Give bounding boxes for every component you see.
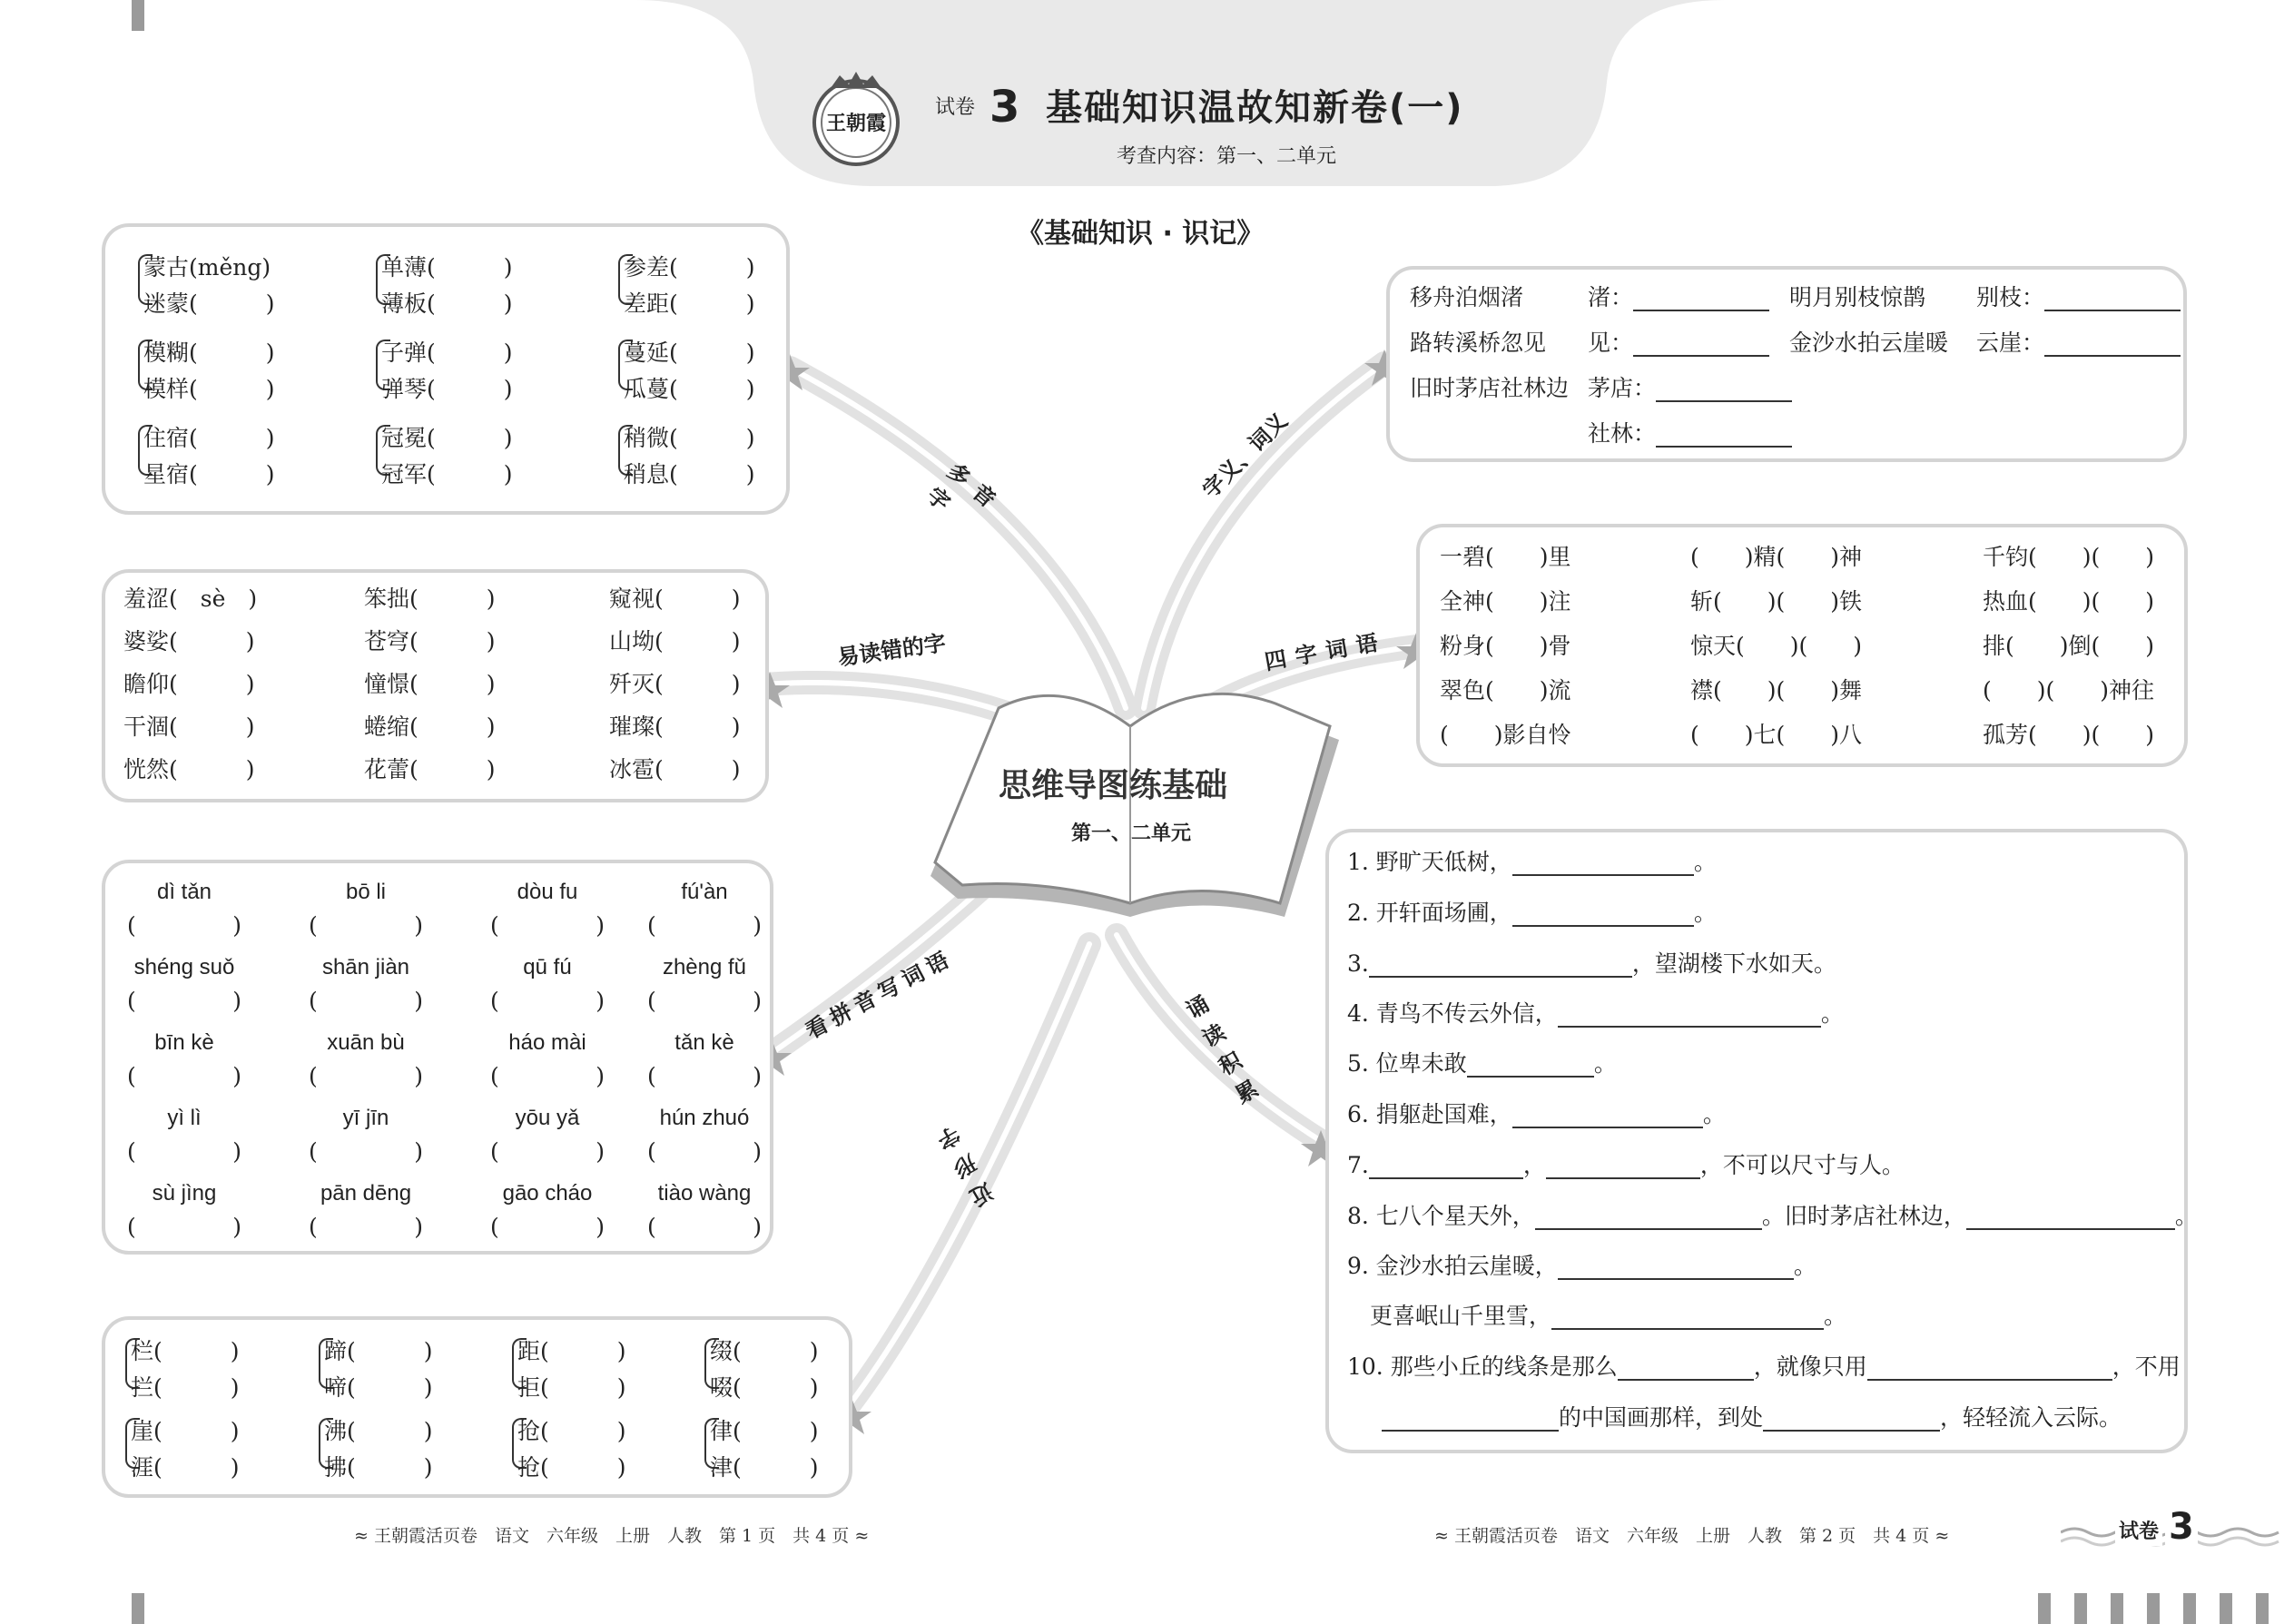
corner-label: 试卷 (2115, 1519, 2162, 1546)
answer-parens[interactable]: ( ) (490, 1138, 605, 1165)
jinxing-item[interactable]: 崖( ) (131, 1418, 240, 1444)
duoyinzi-item[interactable]: 蔓延( ) (624, 340, 755, 366)
sizi-item[interactable]: 一碧( )里 (1440, 544, 1571, 570)
pinyin-label: tiào wàng (657, 1181, 752, 1206)
duoyinzi-item[interactable]: 单薄( ) (381, 254, 513, 281)
duoyinzi-item[interactable]: 模糊( ) (143, 340, 275, 366)
duoyinzi-item[interactable]: 稍息( ) (624, 461, 755, 487)
logo-text: 王朝霞 (825, 112, 886, 135)
pinyin-label: pān dēng (320, 1181, 412, 1206)
yidu-item[interactable]: 歼灭( ) (609, 671, 741, 697)
pinyin-label: xuān bù (327, 1030, 405, 1055)
songdu-line-9[interactable]: 9. 金沙水拍云崖暖， 。 (1347, 1253, 1816, 1279)
yidu-item[interactable]: 璀璨( ) (609, 714, 741, 740)
paper-number: 3 (989, 82, 1020, 133)
sizi-item[interactable]: 孤芳( )( ) (1983, 722, 2155, 748)
answer-parens[interactable]: ( ) (127, 988, 241, 1014)
pinyin-label: fú'àn (681, 880, 728, 904)
answer-parens[interactable]: ( ) (309, 1214, 423, 1240)
duoyinzi-item: 蒙古(měng) (143, 254, 271, 281)
jinxing-item[interactable]: 抢( ) (517, 1454, 626, 1481)
yidu-item: 羞涩( sè ) (123, 586, 258, 612)
answer-parens[interactable]: ( ) (490, 912, 605, 939)
sizi-box (1416, 524, 2188, 767)
duoyinzi-item[interactable]: 稍微( ) (624, 425, 755, 451)
duoyinzi-item[interactable]: 星宿( ) (143, 461, 275, 487)
page-subtitle: 考查内容：第一、二单元 (1117, 145, 1337, 168)
answer-parens[interactable]: ( ) (127, 1063, 241, 1089)
answer-parens[interactable]: ( ) (647, 1214, 762, 1240)
answer-parens[interactable]: ( ) (490, 1063, 605, 1089)
section-title: 《基础知识 · 识记》 (1017, 218, 1265, 250)
zici-phrase: 移舟泊烟渚 (1410, 284, 1524, 310)
branch-label-sizi: 四字词语 (1263, 628, 1389, 675)
songdu-line-4[interactable]: 4. 青鸟不传云外信， 。 (1347, 1000, 1844, 1027)
answer-parens[interactable]: ( ) (647, 988, 762, 1014)
songdu-line-10b[interactable]: 的中国画那样，到处 ，轻轻流入云际。 (1382, 1404, 2122, 1432)
sizi-item[interactable]: 排( )倒( ) (1983, 633, 2155, 659)
songdu-line-3[interactable]: 3. ，望湖楼下水如天。 (1347, 950, 1836, 977)
sizi-item[interactable]: 斩( )( )铁 (1690, 588, 1863, 615)
pinyin-label: yì lì (167, 1106, 202, 1130)
jinxing-item[interactable]: 啜( ) (710, 1374, 819, 1401)
sizi-item[interactable]: ( )七( )八 (1690, 722, 1863, 748)
answer-parens[interactable]: ( ) (309, 988, 423, 1014)
sizi-item[interactable]: 翠色( )流 (1440, 677, 1571, 704)
jinxing-item[interactable]: 栏( ) (131, 1338, 240, 1364)
yidu-item[interactable]: 恍然( ) (123, 756, 255, 782)
pinyin-label: shéng suǒ (133, 955, 235, 979)
songdu-line-8[interactable]: 8. 七八个星天外， 。旧时茅店社林边， 。 (1347, 1203, 2198, 1229)
pinyin-label: dòu fu (517, 880, 578, 904)
zici-phrase: 路转溪桥忽见 (1410, 330, 1547, 356)
pinyin-label: yī jīn (342, 1106, 389, 1130)
pinyin-label: sù jìng (152, 1181, 217, 1206)
pinyin-label: hún zhuó (659, 1106, 750, 1130)
branch-label-yidu: 易读错的字 (835, 630, 948, 671)
sizi-item[interactable]: 千钧( )( ) (1983, 544, 2155, 570)
pinyin-label: háo mài (508, 1030, 586, 1055)
jinxing-box (102, 1316, 852, 1498)
jinxing-item[interactable]: 蹄( ) (324, 1338, 433, 1364)
jinxing-item[interactable]: 涯( ) (131, 1454, 240, 1481)
duoyinzi-item[interactable]: 参差( ) (624, 254, 755, 281)
duoyinzi-item[interactable]: 差距( ) (624, 290, 755, 317)
yidu-box (102, 569, 769, 802)
footer-right: ≈ 王朝霞活页卷 语文 六年级 上册 人教 第 2 页 共 4 页 ≈ (1434, 1526, 1950, 1546)
duoyinzi-item[interactable]: 薄板( ) (381, 290, 513, 317)
zici-answer-line[interactable]: 见： (1588, 330, 1769, 357)
footer-left: ≈ 王朝霞活页卷 语文 六年级 上册 人教 第 1 页 共 4 页 ≈ (354, 1526, 870, 1546)
songdu-line-5[interactable]: 5. 位卑未敢 。 (1347, 1050, 1617, 1077)
zici-answer-line[interactable]: 社林： (1588, 420, 1792, 448)
yidu-item[interactable]: 苍穹( ) (364, 628, 496, 655)
answer-parens[interactable]: ( ) (490, 1214, 605, 1240)
page-title: 基础知识温故知新卷(一) (1046, 87, 1464, 129)
duoyinzi-item[interactable]: 模样( ) (143, 376, 275, 402)
jinxing-item[interactable]: 缀( ) (710, 1338, 819, 1364)
jinxing-item[interactable]: 抢( ) (517, 1418, 626, 1444)
kanpin-box (102, 860, 773, 1255)
pinyin-label: zhèng fǔ (662, 955, 747, 979)
jinxing-item[interactable]: 啼( ) (324, 1374, 433, 1401)
pinyin-label: gāo cháo (502, 1181, 593, 1206)
zici-answer-line[interactable]: 别枝： (1976, 284, 2181, 311)
answer-parens[interactable]: ( ) (127, 1214, 241, 1240)
branch-label-kanpin: 看拼音写词语 (801, 944, 958, 1045)
sizi-item[interactable]: 热血( )( ) (1983, 588, 2155, 615)
sizi-item[interactable]: 全神( )注 (1440, 588, 1571, 615)
brand-logo (808, 68, 904, 168)
zici-phrase: 明月别枝惊鹊 (1789, 284, 1926, 310)
pinyin-label: qū fú (523, 955, 572, 979)
answer-parens[interactable]: ( ) (647, 912, 762, 939)
duoyinzi-item[interactable]: 子弹( ) (381, 340, 513, 366)
answer-parens[interactable]: ( ) (647, 1138, 762, 1165)
zici-answer-line[interactable]: 云崖： (1976, 330, 2181, 357)
pinyin-label: dì tǎn (156, 880, 212, 904)
jinxing-item[interactable]: 拒( ) (517, 1374, 626, 1401)
center-title: 思维导图练基础 (999, 767, 1228, 804)
branch-label-songdu: 诵读积累 (1182, 990, 1263, 1109)
paper-label: 试卷 (935, 96, 976, 119)
jinxing-item[interactable]: 律( ) (710, 1418, 819, 1444)
sizi-item[interactable]: ( )( )神往 (1983, 677, 2155, 704)
answer-parens[interactable]: ( ) (127, 1138, 241, 1165)
yidu-item[interactable]: 窥视( ) (609, 586, 741, 612)
answer-parens[interactable]: ( ) (309, 1138, 423, 1165)
answer-parens[interactable]: ( ) (490, 988, 605, 1014)
songdu-line-10[interactable]: 10. 那些小丘的线条是那么 ，就像只用 ，不用 (1347, 1353, 2181, 1380)
yidu-item[interactable]: 婆娑( ) (123, 628, 255, 655)
branch-label-jinxing: 近形字 (932, 1120, 997, 1211)
sizi-item[interactable]: 粉身( )骨 (1440, 633, 1571, 659)
zici-answer-line[interactable]: 渚： (1588, 284, 1769, 311)
zici-answer-line[interactable]: 茅店： (1588, 375, 1792, 402)
jinxing-item[interactable]: 距( ) (517, 1338, 626, 1364)
duoyinzi-item[interactable]: 迷蒙( ) (143, 290, 275, 317)
yidu-item[interactable]: 笨拙( ) (364, 586, 496, 612)
zici-phrase: 旧时茅店社林边 (1410, 375, 1570, 401)
songdu-box (1325, 829, 2198, 1453)
branch-label-duoyinzi: 多音字 (921, 458, 1009, 523)
duoyinzi-item[interactable]: 冠军( ) (381, 461, 513, 487)
yidu-item[interactable]: 花蕾( ) (364, 756, 496, 782)
yidu-item[interactable]: 憧憬( ) (364, 671, 496, 697)
songdu-line-7[interactable]: 7. ， ，不可以尺寸与人。 (1347, 1152, 1905, 1178)
duoyinzi-item[interactable]: 冠冕( ) (381, 425, 513, 451)
jinxing-item[interactable]: 拦( ) (131, 1374, 240, 1401)
sizi-item[interactable]: ( )精( )神 (1690, 544, 1863, 570)
sizi-item[interactable]: 襟( )( )舞 (1690, 677, 1863, 704)
sizi-item[interactable]: 惊天( )( ) (1690, 633, 1863, 659)
yidu-item[interactable]: 冰雹( ) (609, 756, 741, 782)
duoyinzi-item[interactable]: 弹琴( ) (381, 376, 513, 402)
answer-parens[interactable]: ( ) (309, 1063, 423, 1089)
sizi-item[interactable]: ( )影自怜 (1440, 722, 1571, 748)
center-subtitle: 第一、二单元 (1071, 822, 1192, 845)
answer-parens[interactable]: ( ) (309, 912, 423, 939)
branch-label-zici: 字义、词义 (1197, 408, 1293, 504)
yidu-item[interactable]: 蜷缩( ) (364, 714, 496, 740)
duoyinzi-box (102, 223, 790, 515)
songdu-line-2[interactable]: 2. 开轩面场圃， 。 (1347, 900, 1717, 926)
pinyin-label: tǎn kè (674, 1030, 734, 1055)
duoyinzi-item[interactable]: 瓜蔓( ) (624, 376, 755, 402)
zici-phrase: 金沙水拍云崖暖 (1789, 330, 1949, 356)
jinxing-item[interactable]: 沸( ) (324, 1418, 433, 1444)
songdu-line-6[interactable]: 6. 捐躯赴国难， 。 (1347, 1101, 1726, 1127)
pinyin-label: bō li (345, 880, 387, 904)
duoyinzi-item[interactable]: 住宿( ) (143, 425, 275, 451)
zici-box (1386, 266, 2187, 462)
jinxing-item[interactable]: 拂( ) (324, 1454, 433, 1481)
jinxing-item[interactable]: 津( ) (710, 1454, 819, 1481)
answer-parens[interactable]: ( ) (647, 1063, 762, 1089)
pinyin-label: bīn kè (154, 1030, 214, 1055)
yidu-item[interactable]: 山坳( ) (609, 628, 741, 655)
pinyin-label: shān jiàn (321, 955, 410, 979)
answer-parens[interactable]: ( ) (127, 912, 241, 939)
yidu-item[interactable]: 瞻仰( ) (123, 671, 255, 697)
pinyin-label: yōu yǎ (515, 1106, 580, 1130)
yidu-item[interactable]: 干涸( ) (123, 714, 255, 740)
songdu-line-9b[interactable]: 更喜岷山千里雪， 。 (1370, 1303, 1847, 1329)
corner-number: 3 (2165, 1507, 2198, 1547)
songdu-line-1[interactable]: 1. 野旷天低树， 。 (1347, 849, 1717, 875)
